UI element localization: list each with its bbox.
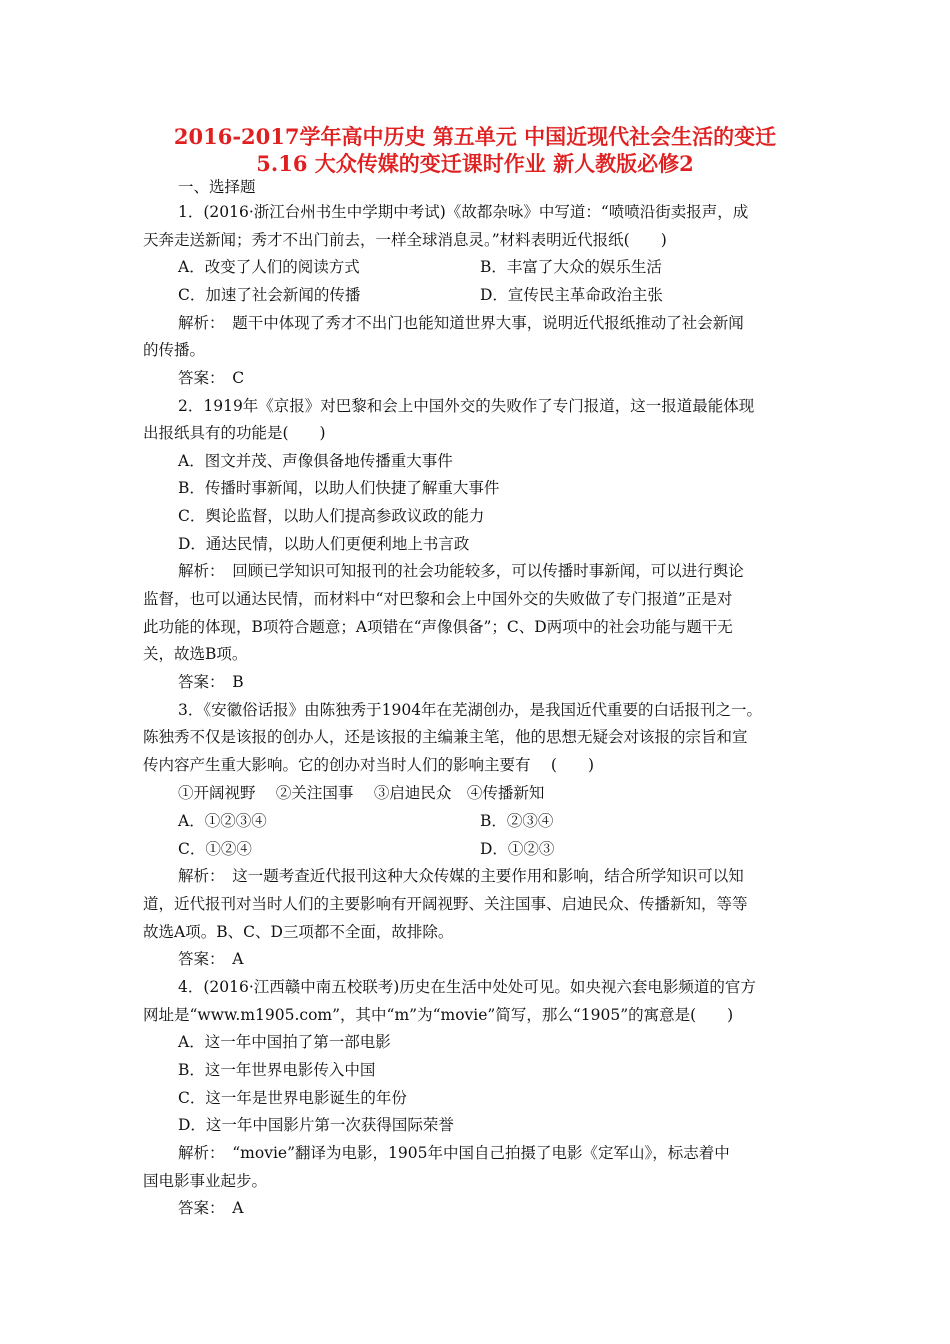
q1-stem-line-1: 1．(2016·浙江台州书生中学期中考试)《故都杂咏》中写道：“喷喷沿街卖报声，成 (178, 203, 749, 221)
q2-explanation-line-4: 关，故选B项。 (143, 645, 248, 663)
q4-option-c: C．这一年是世界电影诞生的年份 (178, 1089, 407, 1107)
q3-explanation-line-2: 道，近代报刊对当时人们的主要影响有开阔视野、关注国事、启迪民众、传播新知，等等 (143, 895, 748, 913)
q2-option-c: C．舆论监督，以助人们提高参政议政的能力 (178, 507, 485, 525)
q1-option-a: A．改变了人们的阅读方式 (178, 258, 360, 276)
q4-answer: 答案： A (178, 1199, 244, 1217)
q2-stem-line-1: 2．1919年《京报》对巴黎和会上中国外交的失败作了专门报道，这一报道最能体现 (178, 397, 755, 415)
q2-stem-line-2: 出报纸具有的功能是( ) (143, 424, 326, 442)
q3-stem-line-1: 3．《安徽俗话报》由陈独秀于1904年在芜湖创办，是我国近代重要的白话报刊之一。 (178, 701, 763, 719)
q3-option-a: A．①②③④ (178, 812, 267, 830)
q2-explanation-line-2: 监督，也可以通达民情，而材料中“对巴黎和会上中国外交的失败做了专门报道”正是对 (143, 590, 733, 608)
q1-option-b: B．丰富了大众的娱乐生活 (480, 258, 662, 276)
q1-stem-line-2: 天奔走送新闻；秀才不出门前去，一样全球消息灵。”材料表明近代报纸( ) (143, 231, 667, 249)
q4-option-b: B．这一年世界电影传入中国 (178, 1061, 376, 1079)
q3-answer: 答案： A (178, 950, 244, 968)
q3-numbered-items: ①开阔视野 ②关注国事 ③启迪民众 ④传播新知 (178, 784, 545, 802)
q4-explanation-line-1: 解析： “movie”翻译为电影，1905年中国自己拍摄了电影《定军山》，标志着中 (178, 1144, 730, 1162)
q2-answer: 答案： B (178, 673, 244, 691)
q1-option-c: C．加速了社会新闻的传播 (178, 286, 361, 304)
q1-explanation-line-1: 解析： 题干中体现了秀才不出门也能知道世界大事，说明近代报纸推动了社会新闻 (178, 314, 744, 332)
q4-explanation-line-2: 国电影事业起步。 (143, 1172, 268, 1190)
q3-option-d: D．①②③ (480, 840, 555, 858)
q2-option-a: A．图文并茂、声像俱备地传播重大事件 (178, 452, 453, 470)
q3-stem-line-2: 陈独秀不仅是该报的创办人，还是该报的主编兼主笔，他的思想无疑会对该报的宗旨和宣 (143, 728, 748, 746)
q4-stem-line-1: 4．(2016·江西赣中南五校联考)历史在生活中处处可见。如央视六套电影频道的官方 (178, 978, 756, 996)
q1-explanation-line-2: 的传播。 (143, 341, 206, 359)
section-heading: 一、选择题 (178, 178, 256, 196)
q4-stem-line-2: 网址是“www.m1905.com”，其中“m”为“movie”简写，那么“1905”的寓意是( ) (143, 1006, 734, 1024)
q3-option-c: C．①②④ (178, 840, 252, 858)
q3-option-b: B．②③④ (480, 812, 554, 830)
q2-explanation-line-3: 此功能的体现，B项符合题意；A项错在“声像俱备”；C、D两项中的社会功能与题干无 (143, 618, 733, 636)
q4-option-d: D．这一年中国影片第一次获得国际荣誉 (178, 1116, 454, 1134)
q3-explanation-line-1: 解析： 这一题考查近代报刊这种大众传媒的主要作用和影响，结合所学知识可以知 (178, 867, 744, 885)
q2-explanation-line-1: 解析： 回顾已学知识可知报刊的社会功能较多，可以传播时事新闻，可以进行舆论 (178, 562, 744, 580)
q2-option-d: D．通达民情，以助人们更便利地上书言政 (178, 535, 470, 553)
q2-option-b: B．传播时事新闻，以助人们快捷了解重大事件 (178, 479, 500, 497)
document-title-line-1: 2016-2017学年高中历史 第五单元 中国近现代社会生活的变迁 (173, 124, 777, 149)
document-title-line-2: 5.16 大众传媒的变迁课时作业 新人教版必修2 (256, 151, 694, 176)
q1-option-d: D．宣传民主革命政治主张 (480, 286, 663, 304)
q1-answer: 答案： C (178, 369, 245, 387)
q3-explanation-line-3: 故选A项。B、C、D三项都不全面，故排除。 (143, 923, 454, 941)
q4-option-a: A．这一年中国拍了第一部电影 (178, 1033, 391, 1051)
q3-stem-line-3: 传内容产生重大影响。它的创办对当时人们的影响主要有 ( ) (143, 756, 595, 774)
